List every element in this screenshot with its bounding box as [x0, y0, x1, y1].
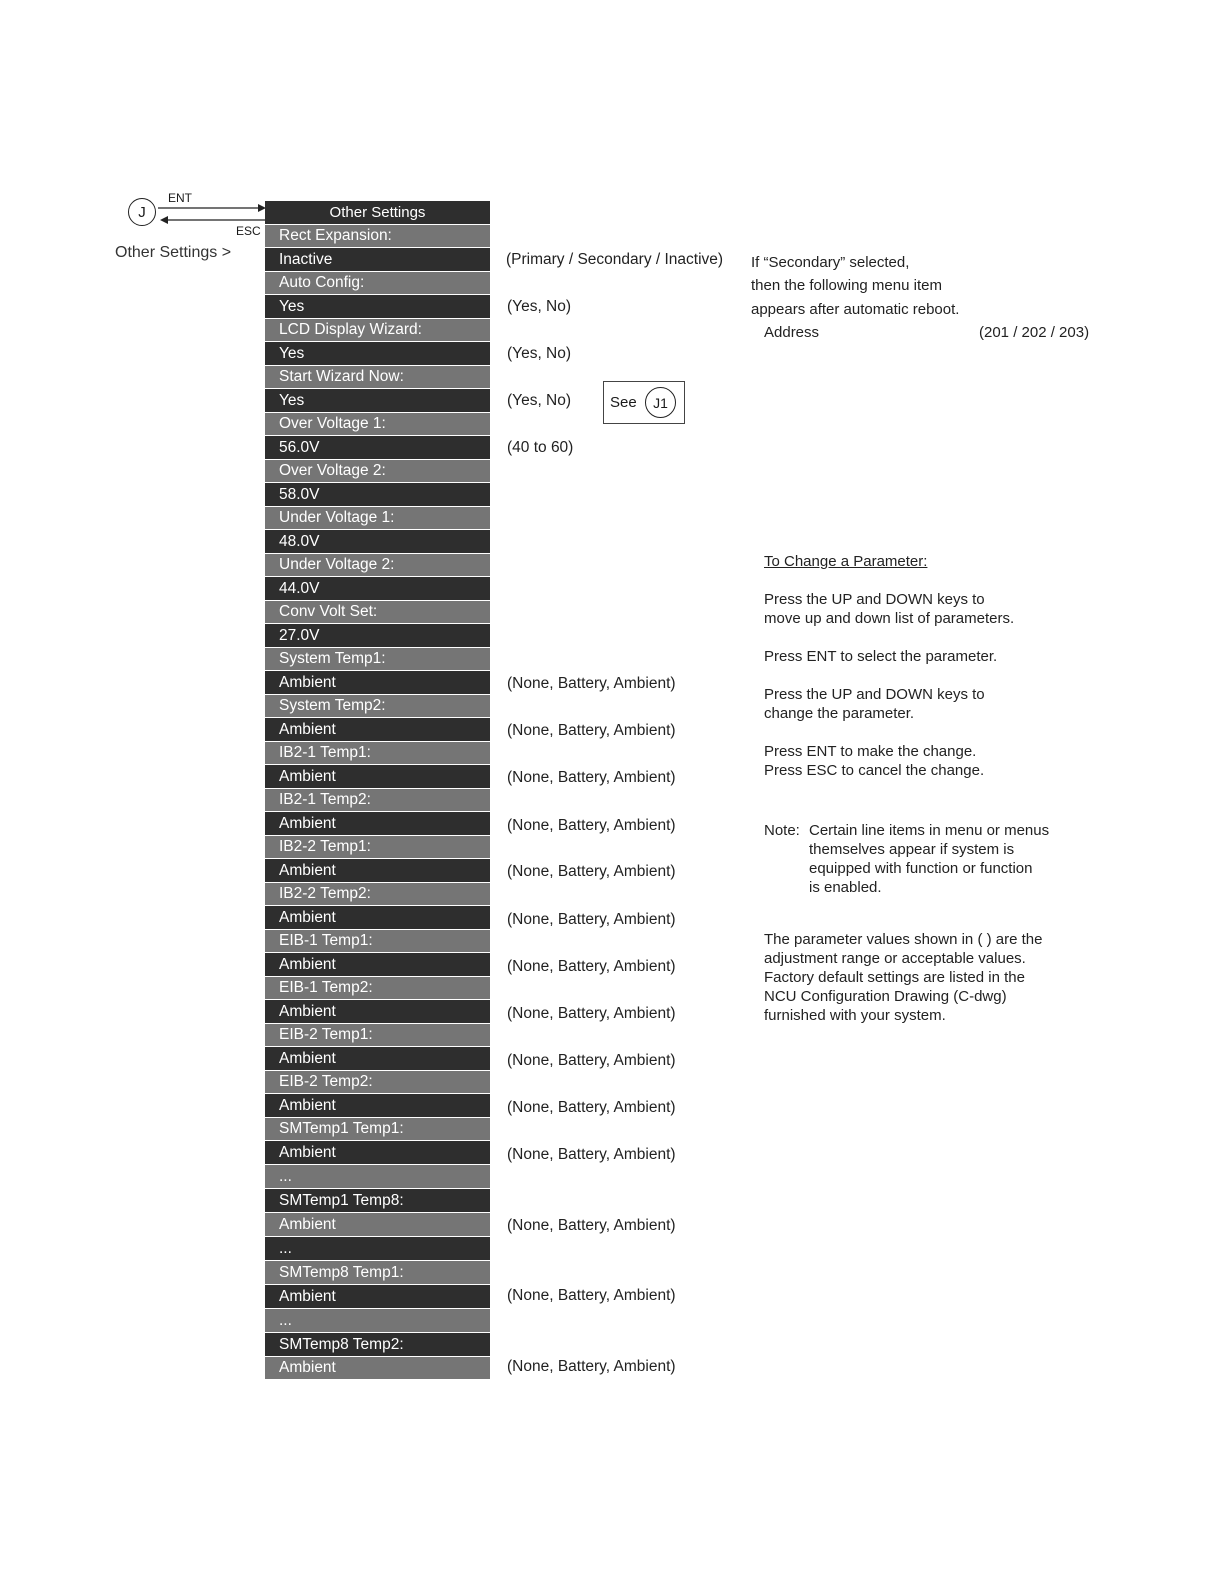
- option-ib2-2-temp1: (None, Battery, Ambient): [507, 863, 676, 880]
- option-lcd-wizard: (Yes, No): [507, 345, 572, 362]
- option-eib-1-temp1: (None, Battery, Ambient): [507, 958, 676, 975]
- option-smtemp1-temp8: (None, Battery, Ambient): [507, 1217, 676, 1234]
- menu-row-label[interactable]: EIB-2 Temp1:: [265, 1024, 490, 1046]
- option-eib-2-temp1: (None, Battery, Ambient): [507, 1052, 676, 1069]
- menu-row-label[interactable]: IB2-1 Temp2:: [265, 789, 490, 811]
- defaults-note-line5: furnished with your system.: [764, 1007, 946, 1024]
- menu-row-label[interactable]: Ambient: [265, 1357, 490, 1379]
- menu-row-value[interactable]: Ambient: [265, 906, 490, 929]
- option-smtemp8-temp2: (None, Battery, Ambient): [507, 1358, 676, 1375]
- menu-row-value[interactable]: 58.0V: [265, 483, 490, 506]
- instructions-p1-line2: move up and down list of parameters.: [764, 610, 1015, 627]
- menu-row-label[interactable]: Over Voltage 2:: [265, 460, 490, 482]
- menu-row-value[interactable]: ...: [265, 1237, 490, 1260]
- menu-row-label[interactable]: ...: [265, 1309, 490, 1332]
- instructions-p2: Press ENT to select the parameter.: [764, 648, 998, 665]
- menu-row-label[interactable]: Under Voltage 1:: [265, 507, 490, 529]
- menu-row-label[interactable]: System Temp1:: [265, 648, 490, 670]
- menu-row-label[interactable]: Auto Config:: [265, 272, 490, 294]
- see-text: See: [610, 394, 637, 411]
- menu-row-label[interactable]: Under Voltage 2:: [265, 554, 490, 576]
- menu-row-value[interactable]: Yes: [265, 342, 490, 365]
- note-line1: Certain line items in menu or menus: [809, 822, 1050, 839]
- menu-row-value[interactable]: 44.0V: [265, 577, 490, 600]
- menu-row-value[interactable]: Ambient: [265, 812, 490, 835]
- menu-row-value[interactable]: Ambient: [265, 859, 490, 882]
- instructions-p4-line2: Press ESC to cancel the change.: [764, 762, 985, 779]
- defaults-note-line2: adjustment range or acceptable values.: [764, 950, 1026, 967]
- option-start-wizard: (Yes, No): [507, 392, 572, 409]
- secondary-note-line3: appears after automatic reboot.: [751, 301, 960, 318]
- note-label: Note:: [764, 822, 800, 839]
- menu-row-label[interactable]: EIB-1 Temp1:: [265, 930, 490, 952]
- menu-row-label[interactable]: Over Voltage 1:: [265, 413, 490, 435]
- menu-row-label[interactable]: SMTemp8 Temp1:: [265, 1261, 490, 1284]
- address-label: Address: [764, 324, 820, 341]
- note-line3: equipped with function or function: [809, 860, 1033, 877]
- menu-row-label[interactable]: SMTemp1 Temp1:: [265, 1118, 490, 1140]
- menu-row-label[interactable]: EIB-1 Temp2:: [265, 977, 490, 999]
- option-eib-2-temp2: (None, Battery, Ambient): [507, 1099, 676, 1116]
- defaults-note-line1: The parameter values shown in ( ) are the: [764, 931, 1043, 948]
- menu-row-value[interactable]: Ambient: [265, 953, 490, 976]
- instructions-p3-line1: Press the UP and DOWN keys to: [764, 686, 985, 703]
- menu-row-label[interactable]: Conv Volt Set:: [265, 601, 490, 623]
- menu-row-label[interactable]: IB2-2 Temp1:: [265, 836, 490, 858]
- instructions-heading: To Change a Parameter:: [764, 553, 928, 570]
- menu-row-value[interactable]: SMTemp1 Temp8:: [265, 1189, 490, 1212]
- connector-j: [128, 198, 156, 226]
- see-j1-reference: [603, 381, 685, 424]
- menu-row-value[interactable]: Yes: [265, 295, 490, 318]
- menu-row-value[interactable]: 56.0V: [265, 436, 490, 459]
- esc-label: ESC: [236, 224, 261, 238]
- menu-row-value[interactable]: 48.0V: [265, 530, 490, 553]
- note-line2: themselves appear if system is: [809, 841, 1015, 858]
- instructions-p3-line2: change the parameter.: [764, 705, 915, 722]
- connector-j-label: J: [138, 203, 146, 221]
- option-ib2-2-temp2: (None, Battery, Ambient): [507, 911, 676, 928]
- menu-row-value[interactable]: Ambient: [265, 1094, 490, 1117]
- menu-row-label[interactable]: LCD Display Wizard:: [265, 319, 490, 341]
- menu-row-value[interactable]: Inactive: [265, 248, 490, 271]
- note-line4: is enabled.: [809, 879, 882, 896]
- option-ib2-1-temp2: (None, Battery, Ambient): [507, 817, 676, 834]
- instructions-p1-line1: Press the UP and DOWN keys to: [764, 591, 985, 608]
- option-over-voltage-1: (40 to 60): [507, 439, 574, 456]
- menu-row-value[interactable]: Ambient: [265, 1141, 490, 1164]
- esc-arrow-head: [160, 216, 168, 224]
- connector-j1-label: J1: [653, 394, 668, 411]
- menu-row-label[interactable]: EIB-2 Temp2:: [265, 1071, 490, 1093]
- other-settings-menu: [265, 201, 490, 1377]
- menu-title: Other Settings: [265, 201, 490, 224]
- option-auto-config: (Yes, No): [507, 298, 572, 315]
- menu-row-label[interactable]: Ambient: [265, 1213, 490, 1236]
- menu-row-label[interactable]: IB2-2 Temp2:: [265, 883, 490, 905]
- menu-row-value[interactable]: SMTemp8 Temp2:: [265, 1333, 490, 1356]
- menu-row-value[interactable]: 27.0V: [265, 624, 490, 647]
- menu-row-value[interactable]: Ambient: [265, 1000, 490, 1023]
- menu-row-value[interactable]: Yes: [265, 389, 490, 412]
- option-smtemp1-temp1: (None, Battery, Ambient): [507, 1146, 676, 1163]
- menu-row-label[interactable]: Rect Expansion:: [265, 225, 490, 247]
- menu-row-value[interactable]: Ambient: [265, 1047, 490, 1070]
- breadcrumb: Other Settings >: [115, 244, 232, 261]
- defaults-note-line3: Factory default settings are listed in the: [764, 969, 1025, 986]
- option-smtemp8-temp1: (None, Battery, Ambient): [507, 1287, 676, 1304]
- menu-row-value[interactable]: Ambient: [265, 1285, 490, 1308]
- defaults-note-line4: NCU Configuration Drawing (C-dwg): [764, 988, 1007, 1005]
- menu-row-label[interactable]: Start Wizard Now:: [265, 366, 490, 388]
- secondary-note-line2: then the following menu item: [751, 277, 942, 294]
- option-system-temp2: (None, Battery, Ambient): [507, 722, 676, 739]
- connector-j1: [645, 387, 676, 418]
- option-ib2-1-temp1: (None, Battery, Ambient): [507, 769, 676, 786]
- menu-row-value[interactable]: Ambient: [265, 671, 490, 694]
- menu-row-label[interactable]: ...: [265, 1165, 490, 1188]
- secondary-note-line1: If “Secondary” selected,: [751, 254, 910, 271]
- address-options: (201 / 202 / 203): [979, 324, 1090, 341]
- menu-row-value[interactable]: Ambient: [265, 765, 490, 788]
- instructions-p4-line1: Press ENT to make the change.: [764, 743, 977, 760]
- menu-row-label[interactable]: IB2-1 Temp1:: [265, 742, 490, 764]
- option-eib-1-temp2: (None, Battery, Ambient): [507, 1005, 676, 1022]
- menu-row-label[interactable]: System Temp2:: [265, 695, 490, 717]
- option-rect-expansion: (Primary / Secondary / Inactive): [506, 251, 724, 268]
- option-system-temp1: (None, Battery, Ambient): [507, 675, 676, 692]
- ent-label: ENT: [168, 191, 192, 205]
- menu-row-value[interactable]: Ambient: [265, 718, 490, 741]
